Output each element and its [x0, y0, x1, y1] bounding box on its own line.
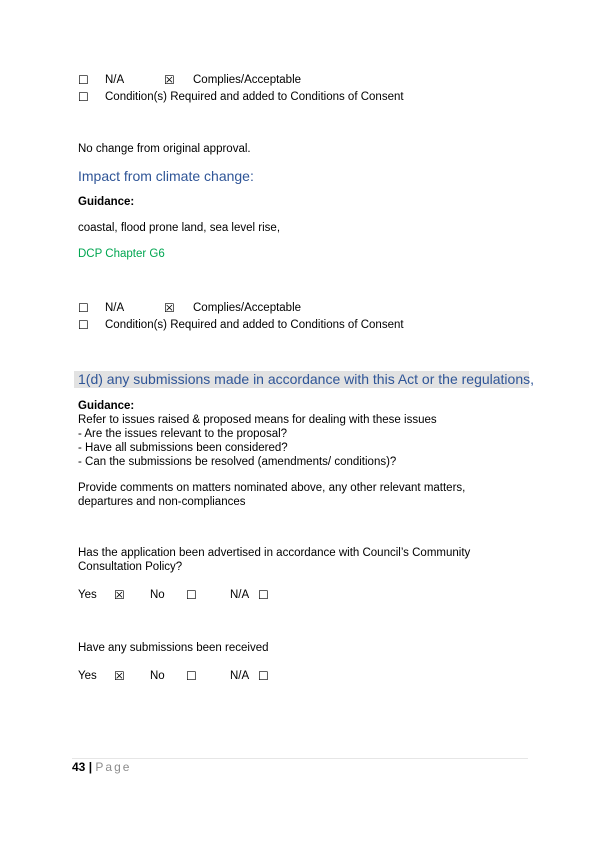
advertised-na-checkbox[interactable]: ☐	[258, 588, 269, 602]
complies-checkbox-2[interactable]: ☒	[164, 301, 175, 315]
submissions-heading-bar	[74, 371, 535, 388]
climate-guidance-label: Guidance:	[78, 196, 135, 208]
condition-checkbox-2[interactable]: ☐	[78, 318, 89, 332]
climate-guidance-text: coastal, flood prone land, sea level rise,	[78, 222, 281, 234]
advertised-question: Consultation Policy?	[78, 561, 183, 573]
received-na-checkbox[interactable]: ☐	[258, 669, 269, 683]
dcp-chapter-link[interactable]: DCP Chapter G6	[78, 248, 165, 260]
na-checkbox-1[interactable]: ☐	[78, 73, 89, 87]
complies-label-1: Complies/Acceptable	[193, 74, 302, 86]
advertised-no-checkbox[interactable]: ☐	[186, 588, 197, 602]
advertised-yes-checkbox[interactable]: ☒	[114, 588, 125, 602]
advertised-na-label: N/A	[230, 589, 250, 601]
condition-label-2: Condition(s) Required and added to Conditions of Consent	[105, 319, 404, 331]
page-separator: |	[88, 760, 93, 774]
na-checkbox-2[interactable]: ☐	[78, 301, 89, 315]
page-footer	[72, 760, 131, 774]
submissions-guidance-line: - Are the issues relevant to the proposal?	[78, 428, 288, 440]
climate-heading: Impact from climate change:	[78, 168, 254, 184]
complies-label-2: Complies/Acceptable	[193, 302, 302, 314]
page-number: 43	[72, 760, 86, 774]
submissions-guidance-line: - Have all submissions been considered?	[78, 442, 288, 454]
na-label-1: N/A	[105, 74, 125, 86]
submissions-guidance-line: Refer to issues raised & proposed means for dealing with these issues	[78, 414, 437, 426]
submissions-heading: 1(d) any submissions made in accordance with this Act or the regulations,	[78, 371, 535, 387]
comments-instruction: Provide comments on matters nominated above, any other relevant matters,	[78, 482, 466, 494]
condition-checkbox-1[interactable]: ☐	[78, 90, 89, 104]
advertised-question: Has the application been advertised in accordance with Council’s Community	[78, 547, 471, 559]
received-yes-label: Yes	[78, 670, 97, 682]
submissions-guidance-label: Guidance:	[78, 400, 135, 412]
received-yes-checkbox[interactable]: ☒	[114, 669, 125, 683]
footer-divider	[72, 758, 528, 759]
received-question: Have any submissions been received	[78, 642, 269, 654]
comments-instruction: departures and non-compliances	[78, 496, 246, 508]
advertised-no-label: No	[150, 589, 165, 601]
received-no-label: No	[150, 670, 165, 682]
complies-checkbox-1[interactable]: ☒	[164, 73, 175, 87]
note-no-change: No change from original approval.	[78, 143, 251, 155]
received-na-label: N/A	[230, 670, 250, 682]
page-label: Page	[95, 760, 132, 774]
advertised-yes-label: Yes	[78, 589, 97, 601]
submissions-guidance-line: - Can the submissions be resolved (amendments/ conditions)?	[78, 456, 397, 468]
condition-label-1: Condition(s) Required and added to Conditions of Consent	[105, 91, 404, 103]
received-no-checkbox[interactable]: ☐	[186, 669, 197, 683]
na-label-2: N/A	[105, 302, 125, 314]
